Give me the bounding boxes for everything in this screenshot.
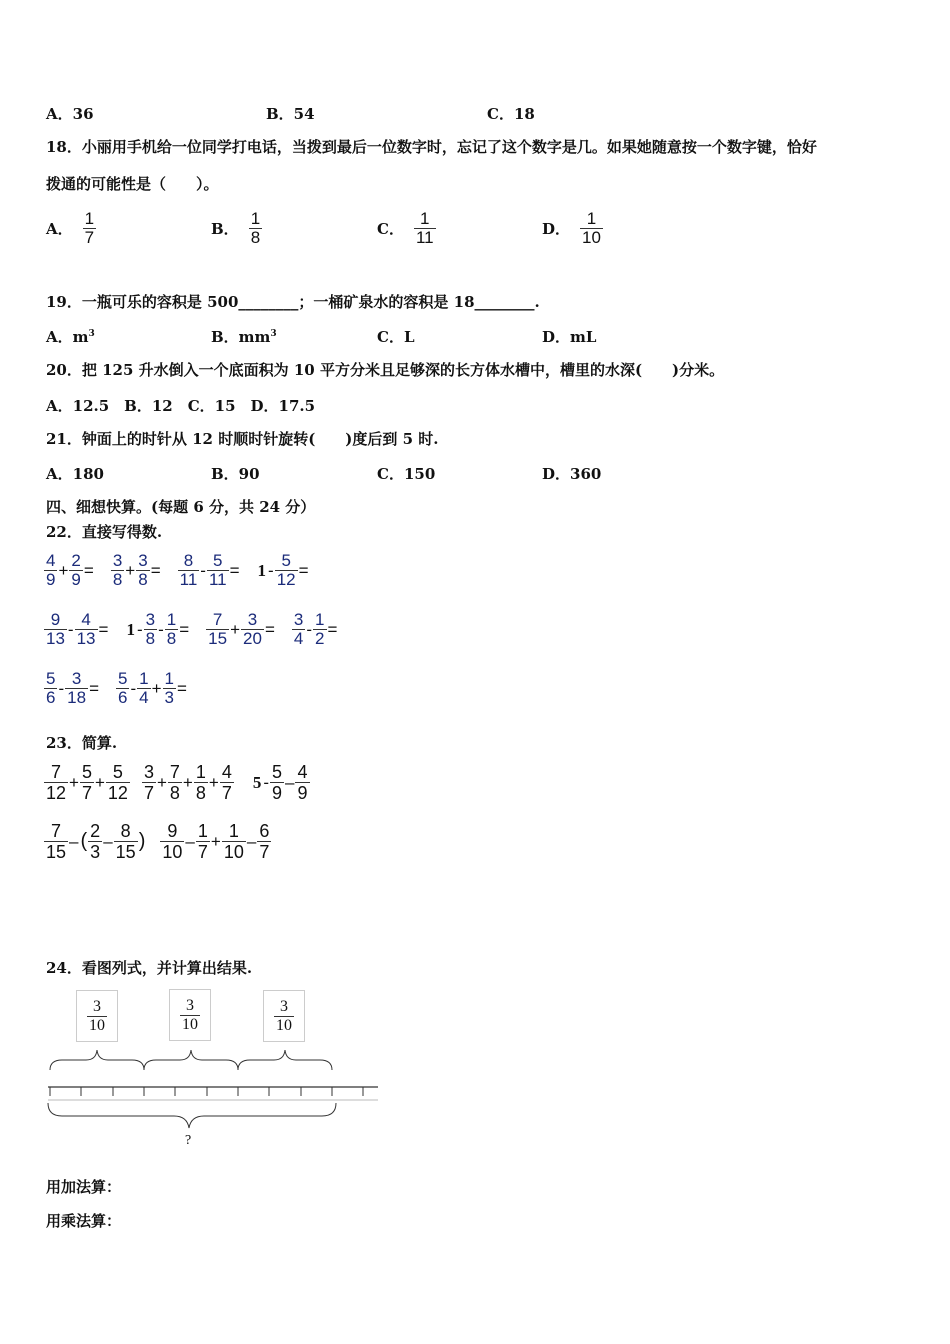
fraction: $\frac{5}{12}$ — [276, 551, 296, 589]
option-label: D． — [542, 220, 571, 238]
q20-options: A．12.5 B．12 C．15 D．17.5 — [46, 397, 316, 415]
fraction: $\frac{5}{6}$ — [118, 669, 128, 707]
fraction: $\frac{1}{7}$ — [84, 209, 95, 247]
fraction: $\frac{4}{13}$ — [76, 610, 96, 648]
q17-option-b: B．54 — [266, 105, 315, 123]
fraction: $\frac{3}{8}$ — [145, 610, 156, 648]
fraction: $\frac{8}{15}$ — [115, 821, 136, 862]
fraction: $\frac{3}{10}$ — [182, 996, 198, 1033]
option-label: A． — [46, 220, 73, 238]
q18-option-a — [46, 210, 96, 247]
fraction: $\frac{1}{7}$ — [197, 821, 208, 862]
q21-option-b: B．90 — [211, 465, 260, 483]
q18-text-line2: 拨通的可能性是（ ）。 — [46, 175, 219, 193]
box-fraction-3 — [263, 990, 305, 1042]
q23-row-1: $\frac{7}{12}$ + $\frac{5}{7}$ + $\frac{5}{12}$ $\frac{3}{7}$ + $\frac{7}{8}$ + $\frac{1}{8}$ + $\frac{4}{7}$ 5 - $\frac{5}{9}$ – $\frac{4}{9}$ — [46, 762, 308, 803]
q17-option-a: A．36 — [46, 105, 94, 123]
q19-option-d: D．mL — [542, 328, 597, 346]
fraction: $\frac{5}{12}$ — [107, 762, 128, 803]
fraction: $\frac{1}{10}$ — [582, 209, 601, 247]
top-brace-1 — [50, 1050, 144, 1070]
q19-option-c: C．L — [377, 328, 415, 346]
q22-row-3: $\frac{5}{6}$ - $\frac{3}{18}$ = $\frac{5}{6}$ - $\frac{1}{4}$ + $\frac{1}{3}$ = — [46, 669, 187, 707]
q19-text: 19．一瓶可乐的容积是 500________；一桶矿泉水的容积是 18________. — [46, 293, 540, 311]
q21-option-d: D．360 — [542, 465, 602, 483]
question-mark: ? — [185, 1133, 192, 1148]
q20-text: 20．把 125 升水倒入一个底面积为 10 平方分米且足够深的长方体水槽中，槽里的水深( )分米。 — [46, 361, 725, 379]
fraction: $\frac{3}{4}$ — [293, 610, 304, 648]
tick-marks — [50, 1087, 363, 1096]
fraction: $\frac{1}{8}$ — [166, 610, 177, 648]
fraction: $\frac{3}{10}$ — [276, 997, 292, 1034]
top-brace-3 — [238, 1050, 332, 1070]
q22-title: 22．直接写得数. — [46, 523, 163, 541]
fraction: $\frac{5}{9}$ — [272, 762, 283, 803]
box-fraction-2 — [169, 989, 211, 1041]
fraction: $\frac{9}{13}$ — [46, 610, 65, 648]
fraction: $\frac{1}{8}$ — [250, 209, 261, 247]
fraction: $\frac{3}{18}$ — [67, 669, 87, 707]
fraction: $\frac{8}{11}$ — [179, 551, 198, 589]
q18-option-c — [377, 210, 436, 247]
q19-option-b: B．$mm^3$ — [211, 328, 277, 346]
fraction: $\frac{7}{15}$ — [46, 821, 67, 862]
fraction: $\frac{5}{11}$ — [208, 551, 227, 589]
fraction: $\frac{3}{20}$ — [243, 610, 262, 648]
fraction: $\frac{1}{3}$ — [164, 669, 175, 707]
fraction: $\frac{1}{10}$ — [223, 821, 244, 862]
fraction: $\frac{1}{8}$ — [195, 762, 206, 803]
fraction: $\frac{2}{3}$ — [90, 821, 101, 862]
fraction: $\frac{4}{9}$ — [46, 551, 56, 589]
fraction: $\frac{1}{11}$ — [415, 209, 434, 247]
bottom-brace — [48, 1103, 336, 1128]
section-heading: 四、细想快算。(每题 6 分，共 24 分） — [46, 498, 316, 516]
fraction: $\frac{5}{7}$ — [81, 762, 92, 803]
fraction: $\frac{5}{6}$ — [46, 669, 56, 707]
fraction: $\frac{2}{9}$ — [71, 551, 81, 589]
q21-text: 21．钟面上的时针从 12 时顺时针旋转( )度后到 5 时. — [46, 430, 439, 448]
q21-option-a: A．180 — [46, 465, 104, 483]
q18-text-line1: 18．小丽用手机给一位同学打电话，当拨到最后一位数字时，忘记了这个数字是几。如果她随意按一个数字键，恰好 — [46, 138, 817, 156]
q18-option-b — [211, 210, 262, 247]
q22-row-1: $\frac{4}{9}$ + $\frac{2}{9}$ = $\frac{3}{8}$ + $\frac{3}{8}$ = $\frac{8}{11}$ - $\frac{5}{11}$ = 1 - $\frac{5}{12}$ = — [46, 551, 309, 589]
q23-row-2: $\frac{7}{15}$ – ( $\frac{2}{3}$ – $\frac{8}{15}$ ) $\frac{9}{10}$ – $\frac{1}{7}$ + $\frac{1}{10}$ – $\frac{6}{7}$ — [46, 821, 270, 862]
fraction: $\frac{3}{8}$ — [138, 551, 148, 589]
fraction: $\frac{7}{15}$ — [208, 610, 228, 648]
fraction: $\frac{9}{10}$ — [162, 821, 183, 862]
multiplication-label: 用乘法算： — [46, 1212, 122, 1230]
q17-option-c: C．18 — [487, 105, 535, 123]
fraction: $\frac{4}{7}$ — [221, 762, 232, 803]
fraction: $\frac{4}{9}$ — [297, 762, 308, 803]
q21-option-c: C．150 — [377, 465, 436, 483]
q19-option-a: A．$m^3$ — [46, 328, 95, 346]
fraction: $\frac{7}{12}$ — [46, 762, 67, 803]
q24-title: 24．看图列式，并计算出结果. — [46, 959, 253, 977]
box-fraction-1 — [76, 990, 118, 1042]
fraction: $\frac{7}{8}$ — [169, 762, 180, 803]
fraction: $\frac{1}{4}$ — [139, 669, 149, 707]
fraction: $\frac{6}{7}$ — [259, 821, 270, 862]
q18-option-d — [542, 210, 603, 247]
q23-title: 23．简算. — [46, 734, 118, 752]
fraction: $\frac{3}{7}$ — [143, 762, 154, 803]
addition-label: 用加法算： — [46, 1178, 122, 1196]
fraction: $\frac{1}{2}$ — [315, 610, 325, 648]
option-label: B． — [211, 220, 239, 238]
fraction: $\frac{3}{8}$ — [112, 551, 123, 589]
fraction: $\frac{3}{10}$ — [89, 997, 105, 1034]
option-label: C． — [377, 220, 404, 238]
segment-diagram — [40, 1040, 385, 1140]
q22-row-2: $\frac{9}{13}$ - $\frac{4}{13}$ = 1 - $\frac{3}{8}$ - $\frac{1}{8}$ = $\frac{7}{15}$ + $\frac{3}{20}$ = $\frac{3}{4}$ - $\frac{1}{2}$ = — [46, 610, 338, 648]
top-brace-2 — [144, 1050, 238, 1070]
